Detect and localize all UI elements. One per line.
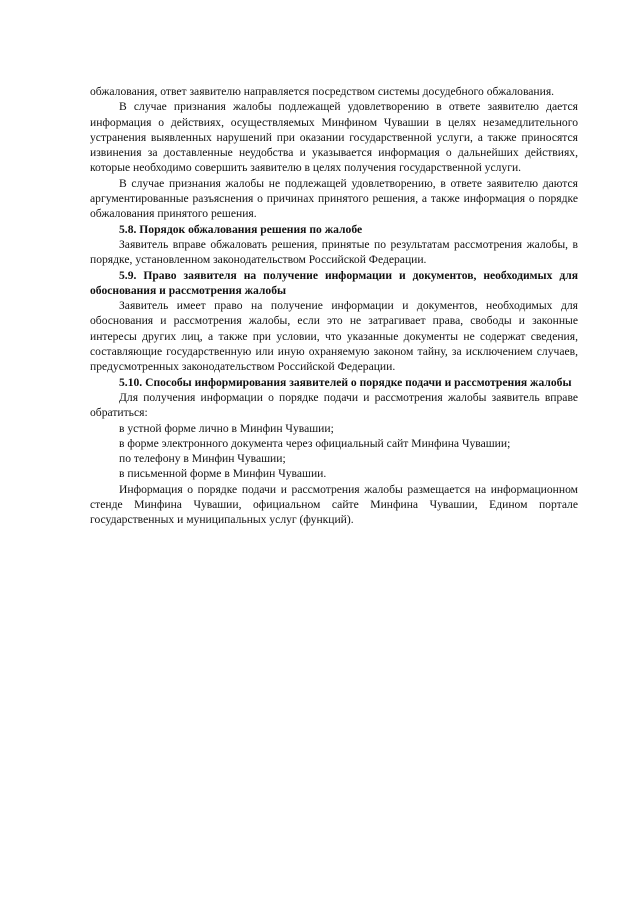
list-item-phone: по телефону в Минфин Чувашии; xyxy=(119,452,286,466)
list-item-written: в письменной форме в Минфин Чувашии. xyxy=(119,467,327,481)
paragraph-complaint-not-satisfied: В случае признания жалобы не подлежащей удовлетворению, в ответе заявителю даются аргументированные разъяснения о причинах принятого решения, а также информация о порядке обжалования принятого решения. xyxy=(90,176,578,221)
heading-5-9: 5.9. Право заявителя на получение информации и документов, необходимых для обоснования и рассмотрения жалобы xyxy=(90,268,578,297)
document-page xyxy=(90,84,578,528)
list-item-electronic: в форме электронного документа через официальный сайт Минфина Чувашии; xyxy=(119,436,511,450)
paragraph-final: Информация о порядке подачи и рассмотрения жалобы размещается на информационном стенде Минфина Чувашии, официальном сайте Минфина Чувашии, Едином портале государственных и муниципальных услуг (функций). xyxy=(90,482,578,527)
paragraph-5-10: Для получения информации о порядке подачи и рассмотрения жалобы заявитель вправе обратиться: xyxy=(90,390,578,420)
paragraph-5-8: Заявитель вправе обжаловать решения, принятые по результатам рассмотрения жалобы, в порядке, установленном законодательством Российской Федерации. xyxy=(90,237,578,267)
paragraph-continuation: обжалования, ответ заявителю направляется посредством системы досудебного обжалования. xyxy=(90,85,555,98)
paragraph-5-9: Заявитель имеет право на получение информации и документов, необходимых для обоснования и рассмотрения жалобы, если это не затрагивает права, свободы и законные интересы других лиц, а также при условии, что указанные документы не содержат сведения, составляющие государственную или иную охраняемую законом тайну, за исключением случаев, предусмотренных законодательством Российской Федерации. xyxy=(90,299,578,374)
heading-5-8: 5.8. Порядок обжалования решения по жалобе xyxy=(119,222,363,236)
list-item-oral: в устной форме лично в Минфин Чувашии; xyxy=(119,421,334,435)
heading-5-10: 5.10. Способы информирования заявителей о порядке подачи и рассмотрения жалобы xyxy=(119,375,572,389)
paragraph-complaint-satisfied: В случае признания жалобы подлежащей удовлетворению в ответе заявителю дается информация о действиях, осуществляемых Минфином Чувашии в целях незамедлительного устранения выявленных нарушений при оказании государственной услуги, а также приносятся извинения за доставленные неудобства и указывается информация о дальнейших действиях, которые необходимо совершить заявителю в целях получения государственной услуги. xyxy=(90,100,578,175)
